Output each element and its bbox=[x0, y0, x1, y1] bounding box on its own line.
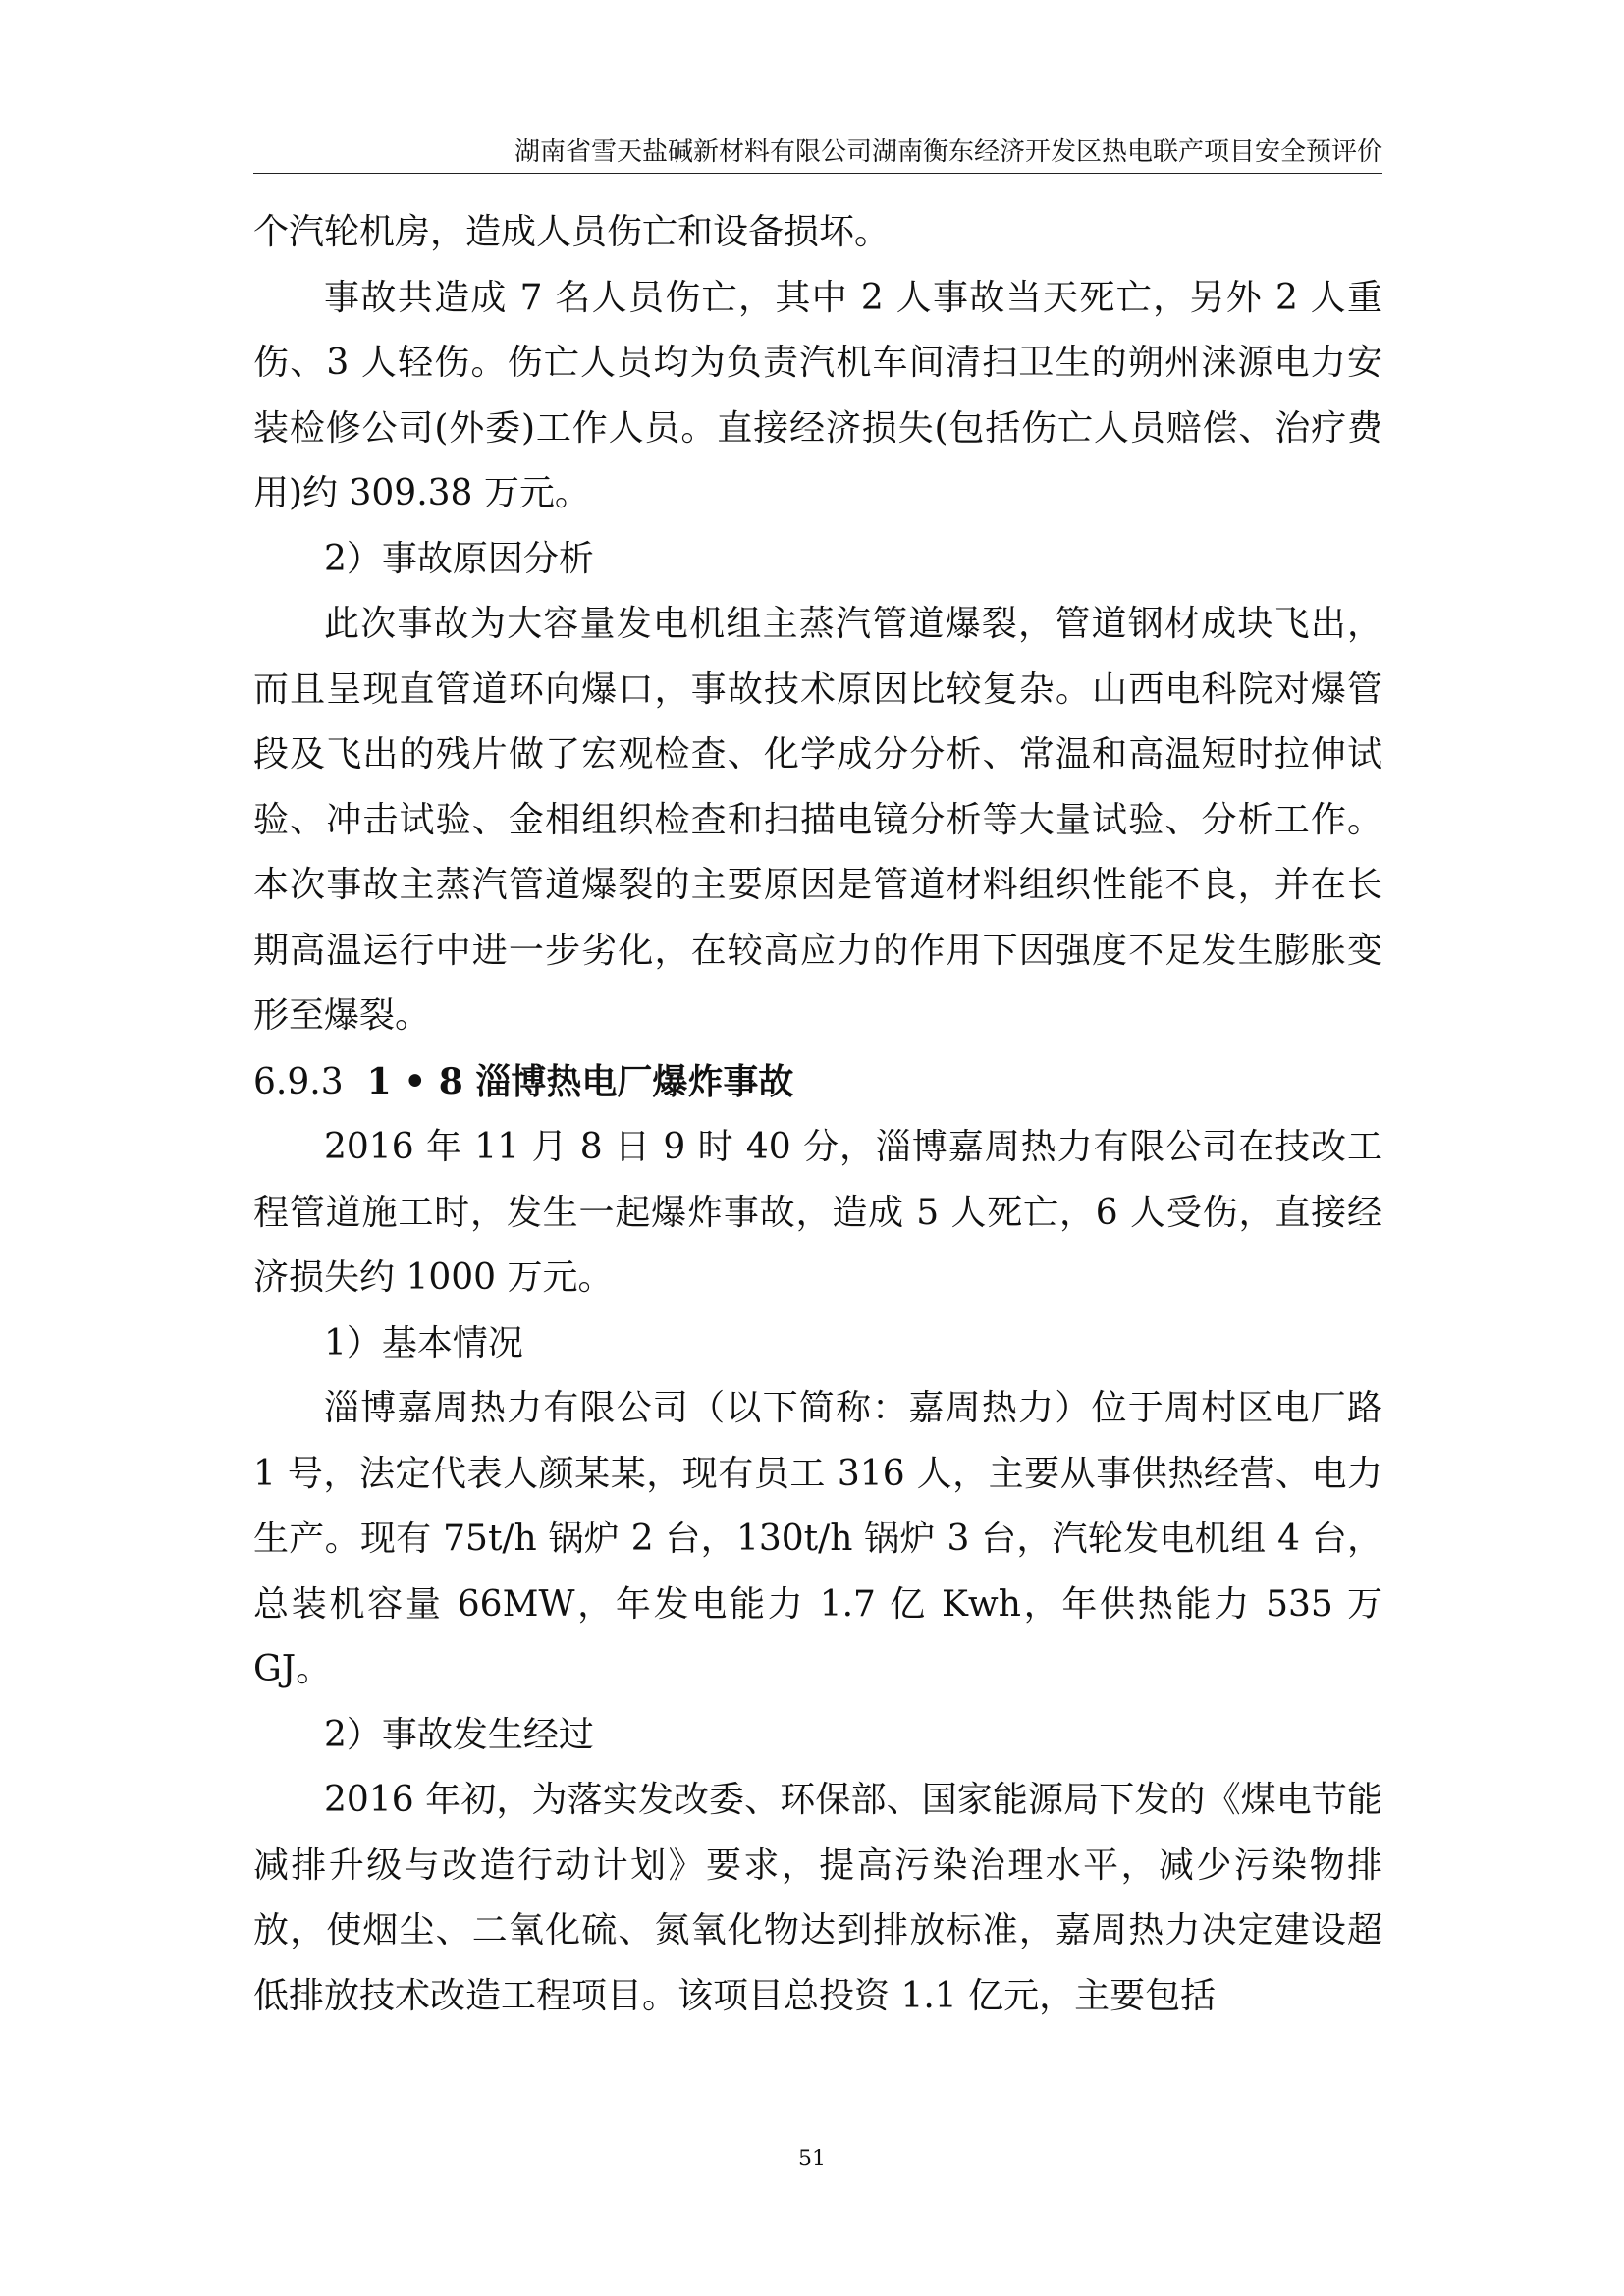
page-number: 51 bbox=[798, 2147, 826, 2171]
paragraph-incident-process: 2016 年初，为落实发改委、环保部、国家能源局下发的《煤电节能减排升级与改造行动计划》要求，提高污染治理水平，减少污染物排放，使烟尘、二氧化硫、氮氧化物达到排放标准，嘉周热力决定建设超低排放技术改造工程项目。该项目总投资 1.1 亿元，主要包括 bbox=[253, 1780, 1382, 2016]
section-title: 1 • 8 淄博热电厂爆炸事故 bbox=[366, 1060, 794, 1102]
paragraph-continuation: 个汽轮机房，造成人员伤亡和设备损坏。 bbox=[253, 212, 891, 252]
document-body bbox=[253, 200, 1382, 2029]
paragraph-cause-analysis: 此次事故为大容量发电机组主蒸汽管道爆裂，管道钢材成块飞出，而且呈现直管道环向爆口，事故技术原因比较复杂。山西电科院对爆管段及飞出的残片做了宏观检查、化学成分分析、常温和高温短时拉伸试验、冲击试验、金相组织检查和扫描电镜分析等大量试验、分析工作。本次事故主蒸汽管道爆裂的主要原因是管道材料组织性能不良，并在长期高温运行中进一步劣化，在较高应力的作用下因强度不足发生膨胀变形至爆裂。 bbox=[253, 604, 1382, 1036]
paragraph-basic-info: 淄博嘉周热力有限公司（以下简称：嘉周热力）位于周村区电厂路 1 号，法定代表人颜某某，现有员工 316 人，主要从事供热经营、电力生产。现有 75t/h 锅炉 2 台，130t/h 锅炉 3 台，汽轮发电机组 4 台，总装机容量 66MW，年发电能力 1.7 亿 Kwh，年供热能力 535 万 GJ。 bbox=[253, 1388, 1382, 1689]
subheading-incident-process: 2）事故发生经过 bbox=[324, 1714, 594, 1755]
running-header: 湖南省雪天盐碱新材料有限公司湖南衡东经济开发区热电联产项目安全预评价 bbox=[514, 137, 1382, 167]
paragraph-casualties: 事故共造成 7 名人员伤亡，其中 2 人事故当天死亡，另外 2 人重伤、3 人轻伤。伤亡人员均为负责汽机车间清扫卫生的朔州涞源电力安装检修公司(外委)工作人员。直接经济损失(包括伤亡人员赔偿、治疗费用)约 309.38 万元。 bbox=[253, 277, 1382, 513]
section-heading bbox=[253, 1049, 1382, 1116]
subheading-basic-info: 1）基本情况 bbox=[324, 1322, 523, 1363]
header-divider bbox=[253, 173, 1382, 174]
section-number: 6.9.3 bbox=[253, 1061, 344, 1102]
subheading-cause-analysis: 2）事故原因分析 bbox=[324, 538, 594, 579]
paragraph-incident-summary: 2016 年 11 月 8 日 9 时 40 分，淄博嘉周热力有限公司在技改工程管道施工时，发生一起爆炸事故，造成 5 人死亡，6 人受伤，直接经济损失约 1000 万元。 bbox=[253, 1127, 1382, 1298]
